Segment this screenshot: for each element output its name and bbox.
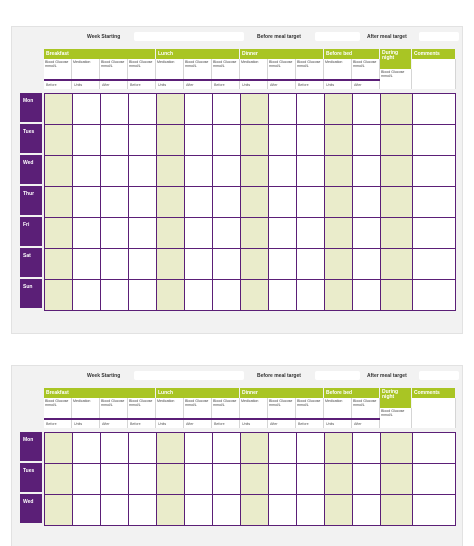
meal-header-dinner: Dinner: [240, 388, 323, 398]
log-cell[interactable]: [156, 155, 185, 187]
column-subheader: Blood Glucose mmol/L: [268, 398, 296, 418]
log-cell[interactable]: [268, 248, 297, 280]
log-cell[interactable]: [156, 248, 185, 280]
log-cell[interactable]: [212, 494, 241, 526]
log-cell[interactable]: [184, 248, 213, 280]
log-cell[interactable]: [324, 124, 353, 156]
column-subheader: Medication: [324, 59, 352, 79]
log-cell[interactable]: [212, 155, 241, 187]
during-night-cell[interactable]: [380, 279, 413, 311]
log-cell[interactable]: [128, 494, 157, 526]
log-cell[interactable]: [72, 279, 101, 311]
log-cell[interactable]: [44, 124, 73, 156]
log-cell[interactable]: [72, 217, 101, 249]
log-cell[interactable]: [100, 124, 129, 156]
page-gap: [0, 340, 474, 358]
log-cell[interactable]: [296, 217, 325, 249]
log-cell[interactable]: [128, 248, 157, 280]
column-subheader: Blood Glucose mmol/L: [100, 59, 128, 79]
log-cell[interactable]: [72, 248, 101, 280]
during-night-cell[interactable]: [380, 494, 413, 526]
column-unit: Units: [324, 81, 352, 89]
after-meal-target-label: After meal target: [367, 373, 407, 379]
log-cell[interactable]: [156, 279, 185, 311]
day-label-thur: Thur: [20, 186, 42, 215]
log-cell[interactable]: [352, 93, 381, 125]
column-unit: After: [100, 81, 128, 89]
log-cell[interactable]: [268, 124, 297, 156]
log-cell[interactable]: [296, 463, 325, 495]
log-cell[interactable]: [72, 155, 101, 187]
log-cell[interactable]: [44, 186, 73, 218]
column-unit: After: [268, 420, 296, 428]
during-night-subheader: Blood Glucose mmol/L: [380, 408, 412, 428]
column-subheader: Medication: [156, 59, 184, 79]
comments-cell[interactable]: [412, 279, 456, 311]
document-page-1: [12, 27, 462, 333]
column-unit: Before: [212, 81, 240, 89]
log-cell[interactable]: [268, 155, 297, 187]
column-subheader: Medication: [240, 59, 268, 79]
comments-cell[interactable]: [412, 93, 456, 125]
comments-cell[interactable]: [412, 463, 456, 495]
log-cell[interactable]: [72, 432, 101, 464]
log-cell[interactable]: [296, 93, 325, 125]
log-cell[interactable]: [212, 248, 241, 280]
before-meal-target-label: Before meal target: [257, 373, 301, 379]
column-subheader: Medication: [324, 398, 352, 418]
column-subheader: Medication: [240, 398, 268, 418]
column-subheader: Blood Glucose mmol/L: [184, 59, 212, 79]
log-cell[interactable]: [100, 186, 129, 218]
log-cell[interactable]: [44, 248, 73, 280]
log-cell[interactable]: [296, 186, 325, 218]
meal-header-breakfast: Breakfast: [44, 49, 155, 59]
during-night-cell[interactable]: [380, 186, 413, 218]
meal-header-during-night: During night: [380, 49, 411, 69]
day-label-wed: Wed: [20, 155, 42, 184]
column-subheader: Blood Glucose mmol/L: [296, 59, 324, 79]
log-cell[interactable]: [352, 463, 381, 495]
column-subheader: Blood Glucose mmol/L: [44, 59, 72, 79]
day-label-sun: Sun: [20, 279, 42, 308]
during-night-cell[interactable]: [380, 217, 413, 249]
log-cell[interactable]: [212, 279, 241, 311]
log-cell[interactable]: [240, 279, 269, 311]
meal-header-comments: Comments: [412, 49, 455, 59]
log-cell[interactable]: [324, 494, 353, 526]
log-cell[interactable]: [296, 279, 325, 311]
column-unit: After: [100, 420, 128, 428]
log-cell[interactable]: [156, 432, 185, 464]
log-cell[interactable]: [352, 279, 381, 311]
comments-cell[interactable]: [412, 155, 456, 187]
log-cell[interactable]: [128, 155, 157, 187]
log-cell[interactable]: [72, 186, 101, 218]
column-subheader: Blood Glucose mmol/L: [100, 398, 128, 418]
column-subheader: Blood Glucose mmol/L: [268, 59, 296, 79]
log-cell[interactable]: [44, 93, 73, 125]
log-cell[interactable]: [352, 432, 381, 464]
log-cell[interactable]: [72, 124, 101, 156]
log-cell[interactable]: [268, 186, 297, 218]
log-cell[interactable]: [240, 217, 269, 249]
during-night-cell[interactable]: [380, 155, 413, 187]
log-cell[interactable]: [240, 432, 269, 464]
log-cell[interactable]: [324, 248, 353, 280]
log-cell[interactable]: [296, 494, 325, 526]
column-subheader: Blood Glucose mmol/L: [128, 59, 156, 79]
log-cell[interactable]: [128, 463, 157, 495]
log-cell[interactable]: [128, 279, 157, 311]
day-label-wed: Wed: [20, 494, 42, 523]
log-cell[interactable]: [44, 217, 73, 249]
meal-header-before-bed: Before bed: [324, 49, 379, 59]
during-night-cell[interactable]: [380, 248, 413, 280]
log-cell[interactable]: [268, 279, 297, 311]
log-cell[interactable]: [156, 186, 185, 218]
column-unit: After: [352, 81, 380, 89]
log-cell[interactable]: [100, 432, 129, 464]
comments-cell[interactable]: [412, 186, 456, 218]
log-cell[interactable]: [184, 124, 213, 156]
log-cell[interactable]: [44, 155, 73, 187]
column-unit: Before: [128, 81, 156, 89]
log-cell[interactable]: [100, 279, 129, 311]
week-starting-label: Week Starting: [87, 373, 121, 379]
after-meal-target-field[interactable]: [419, 371, 459, 380]
log-cell[interactable]: [72, 463, 101, 495]
log-cell[interactable]: [240, 124, 269, 156]
day-label-tues: Tues: [20, 463, 42, 492]
column-subheader: Blood Glucose mmol/L: [352, 59, 380, 79]
column-subheader: Medication: [72, 59, 100, 79]
before-meal-target-label: Before meal target: [257, 34, 301, 40]
column-subheader: Blood Glucose mmol/L: [128, 398, 156, 418]
column-unit: Units: [240, 81, 268, 89]
log-cell[interactable]: [296, 432, 325, 464]
log-cell[interactable]: [240, 186, 269, 218]
log-cell[interactable]: [184, 217, 213, 249]
day-label-tues: Tues: [20, 124, 42, 153]
log-cell[interactable]: [352, 155, 381, 187]
column-unit: Units: [324, 420, 352, 428]
log-cell[interactable]: [324, 93, 353, 125]
comments-cell[interactable]: [412, 494, 456, 526]
log-cell[interactable]: [352, 124, 381, 156]
log-cell[interactable]: [184, 279, 213, 311]
log-cell[interactable]: [268, 494, 297, 526]
column-unit: Before: [44, 420, 72, 428]
column-unit: After: [184, 81, 212, 89]
during-night-subheader: Blood Glucose mmol/L: [380, 69, 412, 89]
log-cell[interactable]: [240, 155, 269, 187]
log-cell[interactable]: [184, 463, 213, 495]
log-cell[interactable]: [212, 186, 241, 218]
log-cell[interactable]: [212, 432, 241, 464]
meal-header-before-bed: Before bed: [324, 388, 379, 398]
log-cell[interactable]: [100, 463, 129, 495]
log-cell[interactable]: [352, 217, 381, 249]
page-header-fields: [12, 366, 462, 386]
log-cell[interactable]: [296, 155, 325, 187]
log-cell[interactable]: [324, 186, 353, 218]
log-cell[interactable]: [184, 494, 213, 526]
comments-cell[interactable]: [412, 432, 456, 464]
log-cell[interactable]: [72, 93, 101, 125]
log-cell[interactable]: [128, 217, 157, 249]
log-cell[interactable]: [44, 494, 73, 526]
log-cell[interactable]: [324, 463, 353, 495]
column-subheader: Blood Glucose mmol/L: [352, 398, 380, 418]
log-cell[interactable]: [268, 463, 297, 495]
log-cell[interactable]: [352, 186, 381, 218]
log-cell[interactable]: [268, 217, 297, 249]
log-cell[interactable]: [100, 494, 129, 526]
column-subheader: Blood Glucose mmol/L: [296, 398, 324, 418]
log-cell[interactable]: [296, 248, 325, 280]
during-night-cell[interactable]: [380, 93, 413, 125]
during-night-cell[interactable]: [380, 124, 413, 156]
column-unit: After: [268, 81, 296, 89]
log-cell[interactable]: [72, 494, 101, 526]
log-cell[interactable]: [184, 93, 213, 125]
log-cell[interactable]: [212, 93, 241, 125]
week-starting-field[interactable]: [134, 32, 244, 41]
comments-cell[interactable]: [412, 124, 456, 156]
column-unit: Before: [212, 420, 240, 428]
day-label-mon: Mon: [20, 93, 42, 122]
column-unit: Before: [44, 81, 72, 89]
log-cell[interactable]: [268, 432, 297, 464]
meal-header-lunch: Lunch: [156, 388, 239, 398]
during-night-cell[interactable]: [380, 432, 413, 464]
log-cell[interactable]: [352, 248, 381, 280]
day-label-fri: Fri: [20, 217, 42, 246]
log-cell[interactable]: [240, 463, 269, 495]
comments-cell[interactable]: [412, 217, 456, 249]
log-cell[interactable]: [240, 93, 269, 125]
week-starting-field[interactable]: [134, 371, 244, 380]
day-label-mon: Mon: [20, 432, 42, 461]
log-cell[interactable]: [128, 124, 157, 156]
log-cell[interactable]: [352, 494, 381, 526]
log-cell[interactable]: [324, 217, 353, 249]
column-subheader: Medication: [72, 398, 100, 418]
log-cell[interactable]: [240, 248, 269, 280]
column-subheader: Blood Glucose mmol/L: [212, 59, 240, 79]
log-cell[interactable]: [324, 155, 353, 187]
meal-header-breakfast: Breakfast: [44, 388, 155, 398]
meal-header-comments: Comments: [412, 388, 455, 398]
column-subheader: Blood Glucose mmol/L: [184, 398, 212, 418]
column-unit: After: [352, 420, 380, 428]
log-cell[interactable]: [128, 186, 157, 218]
comments-cell[interactable]: [412, 248, 456, 280]
before-meal-target-field[interactable]: [315, 371, 360, 380]
log-cell[interactable]: [156, 124, 185, 156]
log-cell[interactable]: [212, 463, 241, 495]
column-unit: Units: [156, 81, 184, 89]
log-cell[interactable]: [324, 432, 353, 464]
comments-subheader: [412, 59, 456, 89]
column-unit: Units: [72, 420, 100, 428]
log-cell[interactable]: [156, 463, 185, 495]
document-page-2: [12, 366, 462, 546]
log-cell[interactable]: [44, 463, 73, 495]
log-cell[interactable]: [184, 155, 213, 187]
log-cell[interactable]: [128, 93, 157, 125]
log-cell[interactable]: [100, 217, 129, 249]
column-unit: Units: [72, 81, 100, 89]
log-cell[interactable]: [156, 494, 185, 526]
day-label-sat: Sat: [20, 248, 42, 277]
log-cell[interactable]: [268, 93, 297, 125]
log-cell[interactable]: [212, 124, 241, 156]
log-cell[interactable]: [324, 279, 353, 311]
before-meal-target-field[interactable]: [315, 32, 360, 41]
log-cell[interactable]: [184, 186, 213, 218]
log-cell[interactable]: [296, 124, 325, 156]
page-header-fields: [12, 27, 462, 47]
log-cell[interactable]: [184, 432, 213, 464]
log-cell[interactable]: [44, 279, 73, 311]
column-unit: Before: [296, 81, 324, 89]
after-meal-target-label: After meal target: [367, 34, 407, 40]
log-cell[interactable]: [128, 432, 157, 464]
column-subheader: Blood Glucose mmol/L: [44, 398, 72, 418]
log-cell[interactable]: [156, 93, 185, 125]
meal-header-during-night: During night: [380, 388, 411, 408]
comments-subheader: [412, 398, 456, 428]
column-unit: After: [184, 420, 212, 428]
log-cell[interactable]: [44, 432, 73, 464]
column-unit: Units: [156, 420, 184, 428]
log-cell[interactable]: [100, 155, 129, 187]
column-unit: Before: [296, 420, 324, 428]
after-meal-target-field[interactable]: [419, 32, 459, 41]
log-cell[interactable]: [156, 217, 185, 249]
log-cell[interactable]: [240, 494, 269, 526]
log-cell[interactable]: [100, 93, 129, 125]
meal-header-lunch: Lunch: [156, 49, 239, 59]
log-cell[interactable]: [212, 217, 241, 249]
during-night-cell[interactable]: [380, 463, 413, 495]
week-starting-label: Week Starting: [87, 34, 121, 40]
column-subheader: Blood Glucose mmol/L: [212, 398, 240, 418]
log-cell[interactable]: [100, 248, 129, 280]
column-subheader: Medication: [156, 398, 184, 418]
meal-header-dinner: Dinner: [240, 49, 323, 59]
column-unit: Before: [128, 420, 156, 428]
column-unit: Units: [240, 420, 268, 428]
